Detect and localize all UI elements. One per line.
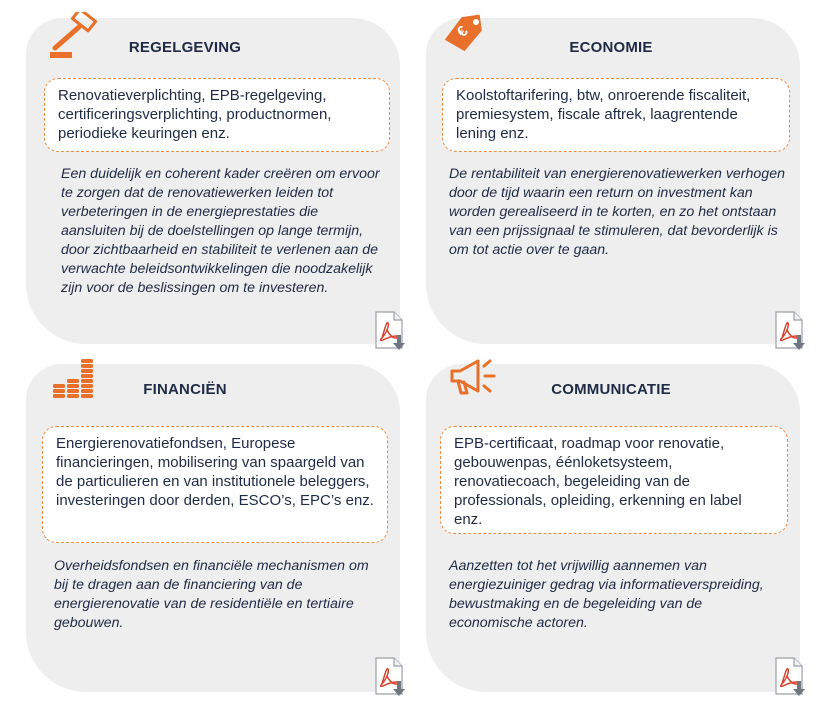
card-title: FINANCIËN <box>143 381 227 398</box>
instruments-box: EPB-certificaat, roadmap voor renovatie, gebouwenpas, éénloketsysteem, renovatiecoach, begeleiding van de professionals, opleiding, erkenning en label enz. <box>440 426 788 534</box>
pdf-download-icon[interactable] <box>372 657 412 697</box>
card-regelgeving <box>26 18 400 344</box>
instruments-box: Energierenovatiefondsen, Europese financieringen, mobilisering van spaargeld van de particulieren en van institutionele beleggers, investeringen door derden, ESCO’s, EPC’s enz. <box>42 426 388 543</box>
instruments-box: Renovatieverplichting, EPB-regelgeving, certificeringsverplichting, productnormen, periodieke keuringen enz. <box>44 78 390 152</box>
svg-text:€: € <box>453 22 472 41</box>
pdf-download-icon[interactable] <box>772 311 812 351</box>
instruments-box: Koolstoftarifering, btw, onroerende fiscaliteit, premiesystem, fiscale aftrek, laagrentende lening enz. <box>442 78 790 152</box>
card-title: REGELGEVING <box>128 39 242 56</box>
card-communicatie <box>426 364 800 692</box>
description-text: De rentabiliteit van energierenovatiewerken verhogen door de tijd waarin een return on investment kan worden gerealiseerd in te korten, en zo het ontstaan van een prijssignaal te stimuleren, dat bevorderlijk is om tot actie over te gaan. <box>449 166 785 258</box>
card-title: ECONOMIE <box>569 39 653 56</box>
description-text: Een duidelijk en coherent kader creëren om ervoor te zorgen dat de renovatiewerken leiden tot verbeteringen in de energieprestaties die aansluiten bij de doelstellingen op lange termijn, door zichtbaarheid en stabiliteit te verlenen aan de verwachte beleidsontwikkelingen die noodzakelijk zijn voor de beslissingen om te investeren. <box>61 166 380 296</box>
card-title: COMMUNICATIE <box>551 381 671 398</box>
card-economie <box>426 18 800 344</box>
description-text: Aanzetten tot het vrijwillig aannemen van energiezuiniger gedrag via informatieverspreiding, bewustmaking en de begeleiding van de economische actoren. <box>449 558 764 631</box>
pdf-download-icon[interactable] <box>372 311 412 351</box>
card-financien <box>26 364 400 692</box>
pdf-download-icon[interactable] <box>772 657 812 697</box>
description-text: Overheidsfondsen en financiële mechanismen om bij te dragen aan de financiering van de energierenovatie van de residentiële en tertiaire gebouwen. <box>54 558 369 631</box>
